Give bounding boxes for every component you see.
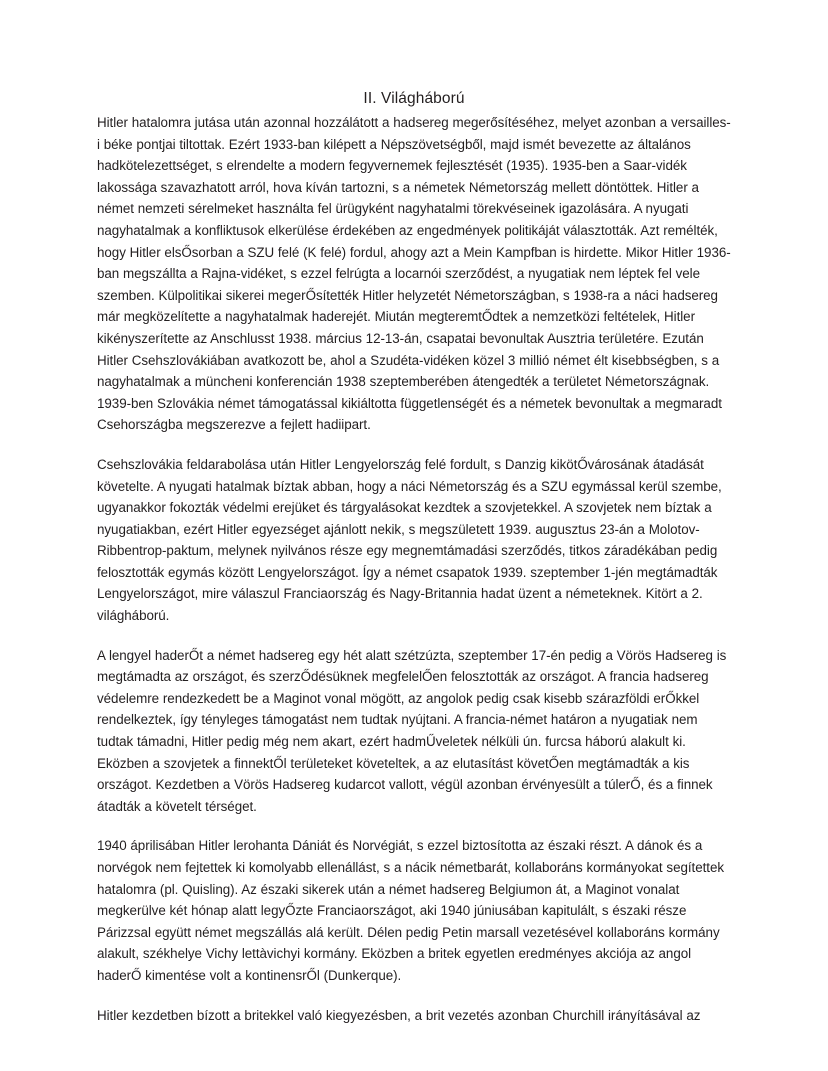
paragraph-4: 1940 áprilisában Hitler lerohanta Dániát és Norvégiát, s ezzel biztosította az északi részt. A dánok és a norvégok nem fejtettek ki komolyabb ellenállást, s a nácik németbarát, kollaboráns kormányokat segítettek hatalomra (pl. Quisling). Az északi sikerek után a német hadsereg Belgiumon át, a Maginot vonalat megkerülve két hónap alatt legyŐzte Franciaországot, aki 1940 júniusában kapitulált, s északi része Párizzsal együtt német megszállás alá került. Délen pedig Petin marsall vezetésével kollaboráns kormány alakult, székhelye Vichy lettàvichyi kormány. Eközben a britek egyetlen eredményes akciója az angol haderŐ kimentése volt a kontinensrŐl (Dunkerque). xyxy=(97,838,724,983)
paragraph-1: Hitler hatalomra jutása után azonnal hozzálátott a hadsereg megerősítéséhez, melyet azonban a versailles-i béke pontjai tiltottak. Ezért 1933-ban kilépett a Népszövetségből, majd ismét bevezette az általános hadkötelezettséget, s elrendelte a modern fegyvernemek fejlesztését (1935). 1935-ben a Saar-vidék lakossága szavazhatott arról, hova kíván tartozni, s a németek Németország mellett döntöttek. Hitler a német nemzeti sérelmeket használta fel ürügyként nagyhatalmi törekvéseinek igazolására. A nyugati nagyhatalmak a konfliktusok elkerülése érdekében az engedmények politikáját választották. Azt remélték, hogy Hitler elsŐsorban a SZU felé (K felé) fordul, ahogy azt a Mein Kampfban is hirdette. Mikor Hitler 1936-ban megszállta a Rajna-vidéket, s ezzel felrúgta a locarnói szerződést, a nyugatiak nem léptek fel vele szemben. Külpolitikai sikerei megerŐsítették Hitler helyzetét Németországban, s 1938-ra a náci hadsereg már megközelítette a nagyhatalmak haderejét. Miután megteremtŐdtek a nemzetközi feltételek, Hitler kikényszerítette az Anschlusst 1938. március 12-13-án, csapatai bevonultak Ausztria területére. Ezután Hitler Csehszlovákiában avatkozott be, ahol a Szudéta-vidéken közel 3 millió német élt kisebbségben, s a nagyhatalmak a müncheni konferencián 1938 szeptemberében átengedték a területet Németországnak. 1939-ben Szlovákia német támogatással kikiáltotta függetlenségét és a németek bevonultak a megmaradt Csehországba megszerezve a fejlett hadiipart. xyxy=(97,115,731,433)
paragraph-3: A lengyel haderŐt a német hadsereg egy hét alatt szétzúzta, szeptember 17-én pedig a Vörös Hadsereg is megtámadta az országot, és szerzŐdésüknek megfelelŐen felosztották az országot. A francia hadsereg védelemre rendezkedett be a Maginot vonal mögött, az angolok pedig csak kisebb szárazföldi erŐkkel rendelkeztek, így tényleges támogatást nem tudtak nyújtani. A francia-német határon a nyugatiak nem tudtak támadni, Hitler pedig még nem akart, ezért hadmŰveletek nélküli ún. furcsa háború alakult ki. Eközben a szovjetek a finnektŐl területeket követeltek, a az elutasítást követŐen megtámadták a kis országot. Kezdetben a Vörös Hadsereg kudarcot vallott, végül azonban érvényesült a túlerŐ, és a finnek átadták a követelt térséget. xyxy=(97,647,727,814)
paragraph-2: Csehszlovákia feldarabolása után Hitler Lengyelország felé fordult, s Danzig kikötŐvárosának átadását követelte. A nyugati hatalmak bíztak abban, hogy a náci Németország és a SZU egymással kerül szembe, ugyanakkor fokozták védelmi erejüket és tárgyalásokat kezdtek a szovjetekkel. A szovjetek nem bíztak a nyugatiakban, ezért Hitler egyezséget ajánlott nekik, s megszületett 1939. augusztus 23-án a Molotov-Ribbentrop-paktum, melynek nyilvános része egy megnemtámadási szerződés, titkos záradékában pedig felosztották egymás között Lengyelországot. Így a német csapatok 1939. szeptember 1-jén megtámadták Lengyelországot, mire válaszul Franciaország és Nagy-Britannia hadat üzent a németeknek. Kitört a 2. világháború. xyxy=(97,456,722,624)
page-title: II. Világháború xyxy=(363,90,465,107)
document-body xyxy=(97,88,731,1026)
paragraph-5: Hitler kezdetben bízott a britekkel való kiegyezésben, a brit vezetés azonban Churchill irányításával az xyxy=(97,1007,701,1023)
